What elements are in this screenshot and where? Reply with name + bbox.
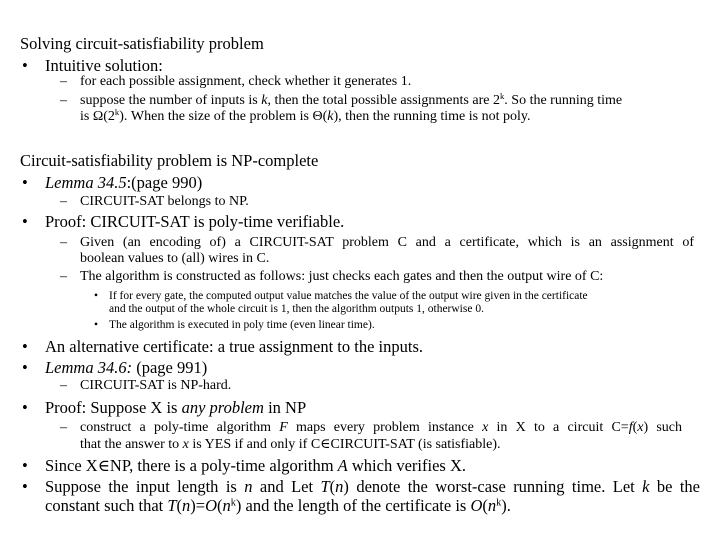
bullet-marker: • xyxy=(22,212,28,231)
bullet-marker: • xyxy=(94,290,99,302)
bullet-marker: • xyxy=(22,358,28,377)
dash-marker: – xyxy=(60,269,67,284)
bullet-marker: • xyxy=(22,398,28,417)
dash-np-hard: CIRCUIT-SAT is NP-hard. xyxy=(80,378,232,393)
sub-poly-time: The algorithm is executed in poly time (even linear time). xyxy=(109,319,375,331)
dash-marker: – xyxy=(60,93,67,108)
bullet-marker: • xyxy=(22,337,28,356)
dash-marker: – xyxy=(60,74,67,89)
bullet-proof-any-problem: Proof: Suppose X is any problem in NP xyxy=(45,398,307,417)
dash-marker: – xyxy=(60,378,67,393)
dash-each-assignment: for each possible assignment, check whether it generates 1. xyxy=(80,74,412,89)
dash-number-of-inputs: suppose the number of inputs is k, then the total possible assignments are 2$^k$. So the running time xyxy=(80,91,623,108)
bullet-proof-verifiable: Proof: CIRCUIT-SAT is poly-time verifiable. xyxy=(45,212,345,231)
bullet-marker: • xyxy=(22,477,28,496)
dash-given-encoding-cont: boolean values to (all) wires in C. xyxy=(80,251,270,266)
dash-algorithm-constructed: The algorithm is constructed as follows: just checks each gates and then the output wire of C: xyxy=(80,269,604,284)
bullet-suppose-input-length: Suppose the input length is n and Let T(n) denote the worst-case running time. Let k be the xyxy=(45,477,701,496)
bullet-marker: • xyxy=(22,456,28,475)
bullet-marker: • xyxy=(22,173,28,192)
dash-marker: – xyxy=(60,194,67,209)
section-heading-np-complete: Circuit-satisfiability problem is NP-complete xyxy=(20,151,319,170)
sub-every-gate-cont: and the output of the whole circuit is 1, then the algorithm outputs 1, otherwise 0. xyxy=(109,303,484,315)
bullet-alternative-certificate: An alternative certificate: a true assignment to the inputs. xyxy=(45,337,423,356)
sub-every-gate: If for every gate, the computed output value matches the value of the output wire given in the certificate xyxy=(109,290,588,302)
bullet-marker: • xyxy=(94,319,99,331)
bullet-lemma-34-5: Lemma 34.5:(page 990) xyxy=(45,173,203,192)
dash-construct-algorithm-cont: that the answer to x is YES if and only if C∈CIRCUIT-SAT (is satisfiable). xyxy=(80,437,501,452)
bullet-intuitive-solution: Intuitive solution: xyxy=(45,56,163,75)
section-heading-solving: Solving circuit-satisfiability problem xyxy=(20,34,264,53)
dash-belongs-to-np: CIRCUIT-SAT belongs to NP. xyxy=(80,194,249,209)
bullet-since-x-in-np: Since X∈NP, there is a poly-time algorithm A which verifies X. xyxy=(45,456,466,475)
bullet-suppose-input-length-cont: constant such that $T(n)=O(n^k)$ and the length of the certificate is $O(n^k)$. xyxy=(45,496,511,515)
bullet-marker: • xyxy=(22,56,28,75)
dash-given-encoding: Given (an encoding of) a CIRCUIT-SAT problem C and a certificate, which is an assignment of xyxy=(80,235,694,250)
dash-marker: – xyxy=(60,420,67,435)
dash-marker: – xyxy=(60,235,67,250)
dash-construct-algorithm: construct a poly-time algorithm F maps every problem instance x in X to a circuit C=f(x) such xyxy=(80,420,683,435)
dash-number-of-inputs-cont: is Ω(2$^k$). When the size of the problem is Θ(k), then the running time is not poly. xyxy=(80,107,531,124)
bullet-lemma-34-6: Lemma 34.6: (page 991) xyxy=(45,358,208,377)
